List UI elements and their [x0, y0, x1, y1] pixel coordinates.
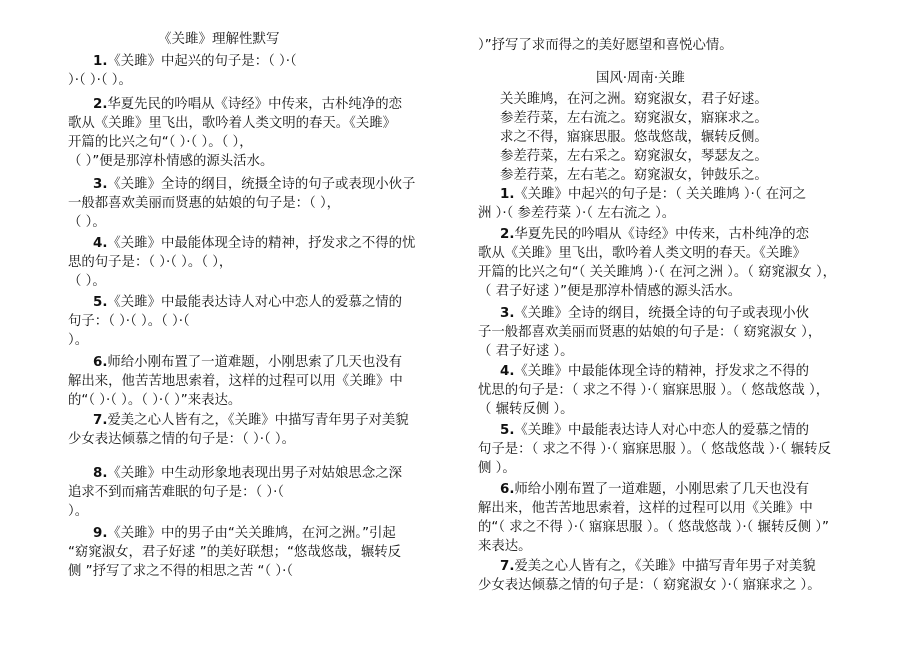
- answer-line: 4.《关雎》中最能体现全诗的精神，抒发求之不得的: [500, 364, 809, 379]
- q3-line: 3.《关雎》全诗的纲目，统摄全诗的句子或表现小伙子: [93, 177, 416, 192]
- q8-line: 追求不到而痛苦难眠的句子是：（ ）·（: [68, 485, 285, 500]
- answer-line: 6.师给小刚布置了一道难题，小刚思索了几天也没有: [500, 482, 809, 497]
- q9-line: “窈窕淑女，君子好逑 ”的美好联想；“悠哉悠哉，辗转反: [68, 545, 402, 560]
- answer-line: 歌从《关雎》里飞出，歌吟着人类文明的春天。《关雎》: [478, 246, 807, 261]
- q8-line: ）。: [68, 504, 89, 519]
- page-title: 《关雎》理解性默写: [158, 31, 280, 47]
- q8-line: 8.《关雎》中生动形象地表现出男子对姑娘思念之深: [93, 466, 402, 481]
- q7-line: 7.爱美之心人皆有之，《关雎》中描写青年男子对美貌: [93, 413, 409, 428]
- answer-line: 忧思的句子是：（ 求之不得 ）·（ 寤寐思服 ）。（ 悠哉悠哉 ），: [478, 383, 830, 398]
- answer-line: （ 辗转反侧 ）。: [478, 402, 574, 417]
- poem-line: 求之不得，寤寐思服。悠哉悠哉，辗转反侧。: [500, 130, 768, 145]
- q2-line: 开篇的比兴之句“（ ）·（ ）。（ ），: [68, 135, 253, 150]
- poem-line: 参差荇菜，左右流之。窈窕淑女，寤寐求之。: [500, 111, 768, 126]
- answer-line: 句子是：（ 求之不得 ）·（ 寤寐思服 ）。（ 悠哉悠哉 ）·（ 辗转反: [478, 442, 831, 457]
- q6-line: 6.师给小刚布置了一道难题，小刚思索了几天也没有: [93, 355, 402, 370]
- q5-line: 5.《关雎》中最能表达诗人对心中恋人的爱慕之情的: [93, 295, 402, 310]
- q7-line: 少女表达倾慕之情的句子是：（ ）·（ ）。: [68, 432, 295, 447]
- q6-line: 的“（ ）·（ ）。（ ）·（ ）”来表达。: [68, 393, 242, 408]
- q1-line: ）·（ ）·（ ）。: [68, 73, 132, 88]
- answer-line: 少女表达倾慕之情的句子是：（ 窈窕淑女 ）·（ 寤寐求之 ）。: [478, 578, 821, 593]
- poem-line: 参差荇菜，左右采之。窈窕淑女，琴瑟友之。: [500, 149, 768, 164]
- answer-line: 1.《关雎》中起兴的句子是：（ 关关雎鸠 ）·（ 在河之: [500, 187, 806, 202]
- q9-line: 侧 ”抒写了求之不得的相思之苦 “（ ）·（: [68, 564, 294, 579]
- q2-line: 歌从《关雎》里飞出，歌吟着人类文明的春天。《关雎》: [68, 116, 397, 131]
- q2-line: （ ）”便是那淳朴情感的源头活水。: [68, 154, 274, 169]
- q4-line: 思的句子是：（ ）·（ ）。（ ），: [68, 255, 233, 270]
- q6-line: 解出来，他苦苦地思索着，这样的过程可以用《关雎》中: [68, 374, 403, 389]
- answer-line: 的“（ 求之不得 ）·（ 寤寐思服 ）。（ 悠哉悠哉 ）·（ 辗转反侧 ）”: [478, 520, 829, 535]
- q9-continuation: ）”抒写了求而得之的美好愿望和喜悦心情。: [478, 38, 733, 53]
- answer-line: 子一般都喜欢美丽而贤惠的姑娘的句子是：（ 窈窕淑女 ），: [478, 325, 822, 340]
- q1-line: 1.《关雎》中起兴的句子是：（ ）·（: [93, 54, 297, 69]
- q4-line: 4.《关雎》中最能体现全诗的精神，抒发求之不得的忧: [93, 236, 416, 251]
- q2-line: 2.华夏先民的吟唱从《诗经》中传来，古朴纯净的恋: [93, 97, 402, 112]
- q5-line: ）。: [68, 333, 89, 348]
- poem-title: 国风·周南·关雎: [596, 71, 685, 86]
- q5-line: 句子：（ ）·（ ）。（ ）·（: [68, 314, 190, 329]
- q3-line: （ ）。: [68, 215, 106, 230]
- q9-line: 9.《关雎》中的男子由“关关雎鸠，在河之洲。”引起: [93, 526, 396, 541]
- answer-line: 来表达。: [478, 539, 532, 554]
- answer-line: 3.《关雎》全诗的纲目，统摄全诗的句子或表现小伙: [500, 306, 809, 321]
- answer-line: 5.《关雎》中最能表达诗人对心中恋人的爱慕之情的: [500, 423, 809, 438]
- q4-line: （ ）。: [68, 274, 106, 289]
- answer-line: 7.爱美之心人皆有之，《关雎》中描写青年男子对美貌: [500, 559, 816, 574]
- answer-line: 侧 ）。: [478, 461, 516, 476]
- answer-line: （ 君子好逑 ）。: [478, 344, 574, 359]
- poem-line: 参差荇菜，左右芼之。窈窕淑女，钟鼓乐之。: [500, 168, 768, 183]
- answer-line: 2.华夏先民的吟唱从《诗经》中传来，古朴纯净的恋: [500, 227, 809, 242]
- answer-line: 洲 ）·（ 参差荇菜 ）·（ 左右流之 ）。: [478, 206, 676, 221]
- q3-line: 一般都喜欢美丽而贤惠的姑娘的句子是：（ ），: [68, 196, 341, 211]
- poem-line: 关关雎鸠，在河之洲。窈窕淑女，君子好逑。: [500, 92, 768, 107]
- answer-line: 开篇的比兴之句“（ 关关雎鸠 ）·（ 在河之洲 ）。（ 窈窕淑女 ），: [478, 265, 837, 280]
- answer-line: 解出来，他苦苦地思索着，这样的过程可以用《关雎》中: [478, 501, 813, 516]
- answer-line: （ 君子好逑 ）”便是那淳朴情感的源头活水。: [478, 284, 742, 299]
